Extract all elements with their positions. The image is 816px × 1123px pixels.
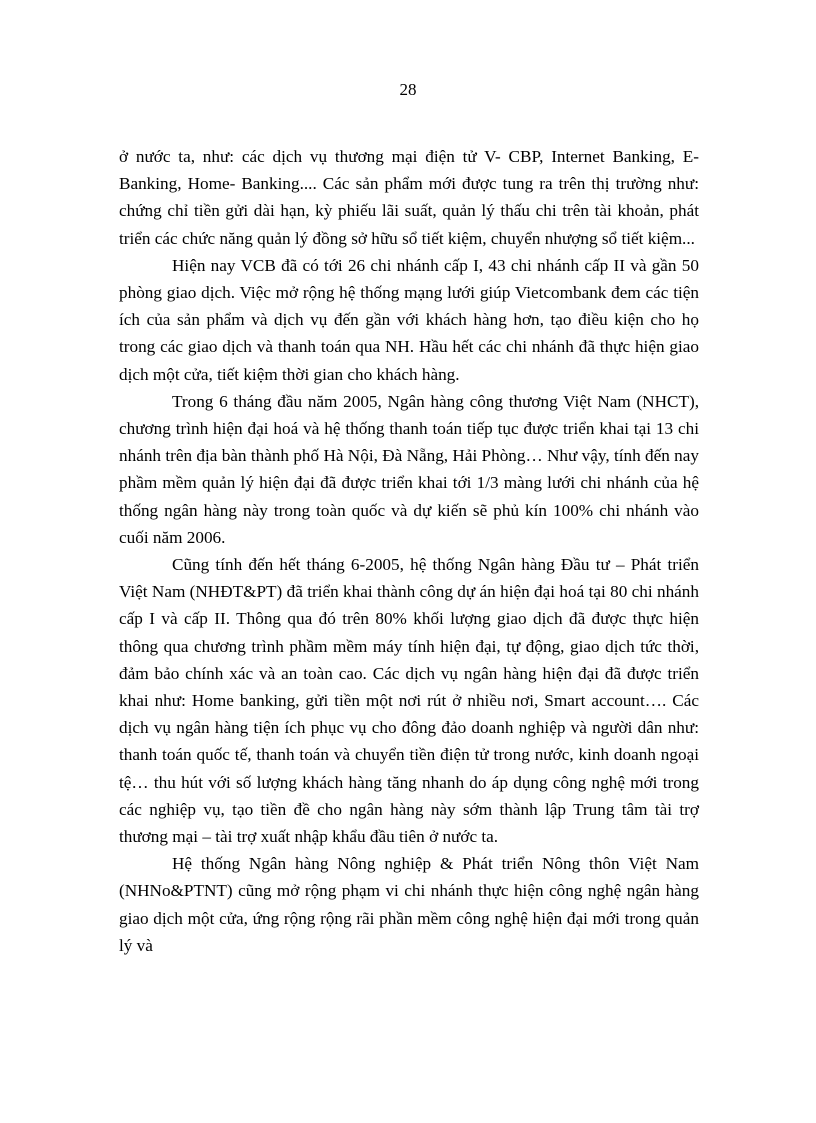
paragraph-continuation: ở nước ta, như: các dịch vụ thương mại điện tử V- CBP, Internet Banking, E-Banking, Home- Banking.... Các sản phẩm mới được tung ra trên thị trường như: chứng chỉ tiền gửi dài hạn, kỳ phiếu lãi suất, quản lý thấu chi trên tài khoản, phát triển các chức năng quản lý đồng sở hữu sổ tiết kiệm, chuyển nhượng sổ tiết kiệm... [119,147,699,248]
body-text [119,143,699,959]
paragraph-nhdt: Cũng tính đến hết tháng 6-2005, hệ thống Ngân hàng Đầu tư – Phát triển Việt Nam (NHĐT&PT) đã triển khai thành công dự án hiện đại hoá tại 80 chi nhánh cấp I và cấp II. Thông qua đó trên 80% khối lượng giao dịch đã được thực hiện thông qua chương trình phầm mềm máy tính hiện đại, tự động, giao dịch tức thời, đảm bảo chính xác và an toàn cao. Các dịch vụ ngân hàng hiện đại đã được triển khai như: Home banking, gửi tiền một nơi rút ở nhiều nơi, Smart account…. Các dịch vụ ngân hàng tiện ích phục vụ cho đông đảo doanh nghiệp và người dân như: thanh toán quốc tế, thanh toán và chuyển tiền điện tử trong nước, kinh doanh ngoại tệ… thu hút với số lượng khách hàng tăng nhanh do áp dụng công nghệ mới trong các nghiệp vụ, tạo tiền đề cho ngân hàng này sớm thành lập Trung tâm tài trợ thương mại – tài trợ xuất nhập khẩu đầu tiên ở nước ta. [119,555,699,847]
paragraph-vcb: Hiện nay VCB đã có tới 26 chi nhánh cấp I, 43 chi nhánh cấp II và gần 50 phòng giao dịch. Việc mở rộng hệ thống mạng lưới giúp Vietcombank đem các tiện ích của sản phẩm và dịch vụ đến gần với khách hàng hơn, tạo điều kiện cho họ trong các giao dịch và thanh toán qua NH. Hầu hết các chi nhánh đã thực hiện giao dịch một cửa, tiết kiệm thời gian cho khách hàng. [119,255,699,384]
page-number: 28 [399,80,417,99]
paragraph-nhno: Hệ thống Ngân hàng Nông nghiệp & Phát triển Nông thôn Việt Nam (NHNo&PTNT) cũng mở rộng phạm vi chi nhánh thực hiện công nghệ ngân hàng giao dịch một cửa, ứng rộng rộng rãi phần mềm công nghệ hiện đại mới trong quản lý và [119,854,699,955]
paragraph-nhct: Trong 6 tháng đầu năm 2005, Ngân hàng công thương Việt Nam (NHCT), chương trình hiện đại hoá và hệ thống thanh toán tiếp tục được triển khai tại 13 chi nhánh trên địa bàn thành phố Hà Nội, Đà Nẵng, Hải Phòng… Như vậy, tính đến nay phầm mềm quản lý hiện đại đã được triển khai tới 1/3 màng lưới chi nhánh của hệ thống ngân hàng này trong toàn quốc và dự kiến sẽ phủ kín 100% chi nhánh vào cuối năm 2006. [119,391,699,547]
